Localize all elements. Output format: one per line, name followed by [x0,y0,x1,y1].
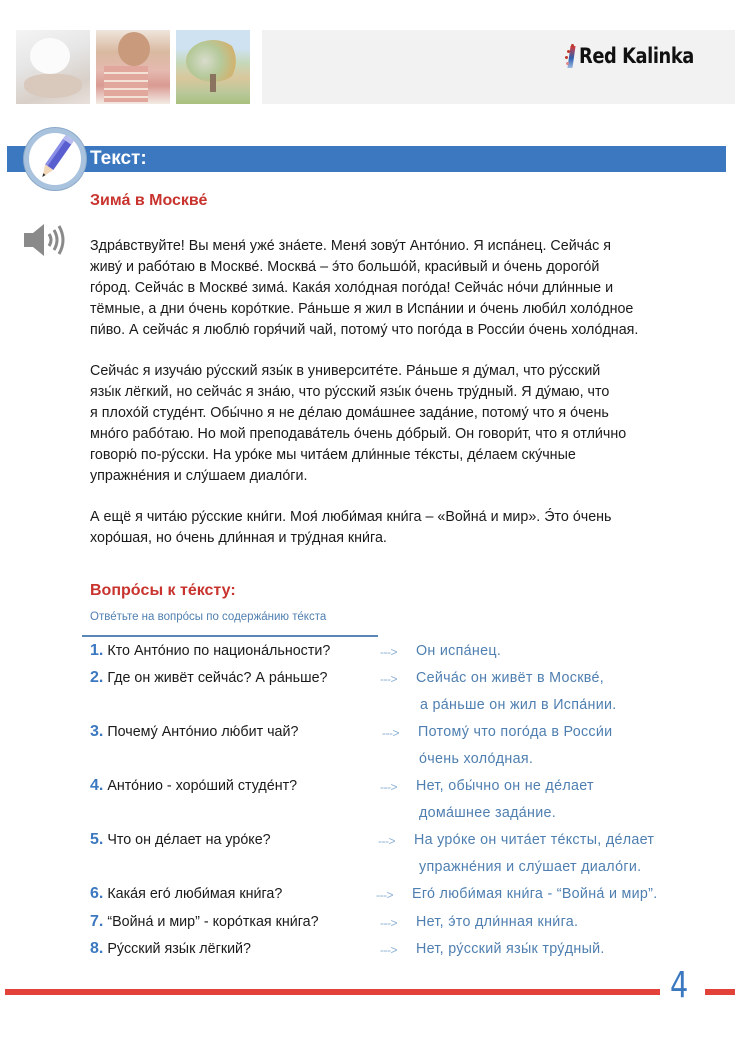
question-number: 1. [90,642,104,659]
answer-text: Нет, обы́чно он не де́лает [416,778,594,794]
text-line: А ещё я чита́ю ру́сские кни́ги. Моя́ люби́мая кни́га – «Война́ и мир». Э́то о́чень [90,509,612,525]
text-paragraph-2 [90,361,710,487]
pencil-icon [24,128,86,190]
arrow-icon: ---> [376,888,393,902]
text-line: язы́к лёгкий, но сейча́с я зна́ю, что ру́сский язы́к о́чень тру́дный. Я ду́маю, что [90,384,610,400]
answer-text: а ра́ньше он жил в Испа́нии. [420,697,617,713]
answer-text: Сейча́с он живёт в Москве́, [416,670,605,686]
flower-in-hands-image [16,30,90,104]
answer-text: о́чень холо́дная. [419,751,534,767]
question-number: 6. [90,885,104,902]
question-text: Анто́нио - хоро́ший студе́нт? [107,778,298,794]
question-number: 4. [90,777,104,794]
questions-heading: Вопро́сы к те́ксту: [90,582,236,599]
page-number: 4 [670,965,689,1006]
question-item-7 [90,912,319,932]
text-line: я плохо́й студе́нт. Обы́чно я не де́лаю дома́шнее зада́ние, потому́ что я о́чень [90,405,609,421]
text-line: живу́ и рабо́таю в Москве́. Москва́ – э́то большо́й, краси́вый и о́чень дорого́й [90,259,600,275]
text-line: тёмные, а дни о́чень коро́ткие. Ра́ньше я жил в Испа́нии и о́чень люби́л холо́дное [90,301,634,317]
question-item-3 [90,722,298,742]
red-kalinka-logo[interactable] [565,41,714,71]
question-text: Ру́сский язы́к лёгкий? [107,941,251,957]
answer-text: дома́шнее зада́ние. [419,805,557,821]
logo-text: Red Kalinka [579,44,694,68]
arrow-icon: ---> [380,780,397,794]
question-item-2 [90,668,328,688]
arrow-icon: ---> [380,645,397,659]
question-item-5 [90,830,271,850]
text-line: пи́во. А сейча́с я люблю́ горя́чий чай, потому́ что пого́да в Росси́и о́чень холо́дная. [90,322,639,338]
answer-text: Его́ люби́мая кни́га - “Война́ и мир”. [412,886,658,902]
girl-with-books-image [96,30,170,104]
footer-rule-end [705,989,735,995]
answer-text: Нет, э́то дли́нная кни́га. [416,914,579,930]
question-number: 7. [90,913,104,930]
question-text: Кака́я его́ люби́мая кни́га? [107,886,283,902]
question-number: 2. [90,669,104,686]
question-item-8 [90,939,251,959]
question-number: 5. [90,831,104,848]
arrow-icon: ---> [380,672,397,686]
text-line: говорю́ по-ру́сски. На уро́ке мы чита́ем дли́нные те́ксты, де́лаем ску́чные [90,447,576,463]
question-text: Что он де́лает на уро́ке? [107,832,271,848]
text-paragraph-1 [90,236,710,341]
text-line: упражне́ния и слу́шаем диало́ги. [90,468,308,484]
question-text: “Война́ и мир” - коро́ткая кни́га? [107,914,319,930]
section-title: Текст: [90,148,147,169]
arrow-icon: ---> [378,834,395,848]
question-number: 3. [90,723,104,740]
text-line: Здра́вствуйте! Вы меня́ уже́ зна́ете. Меня́ зову́т Анто́нио. Я испа́нец. Сейча́с я [90,238,611,254]
text-title: Зима́ в Москве́ [90,192,208,209]
question-text: Где он живёт сейча́с? А ра́ньше? [107,670,328,686]
arrow-icon: ---> [380,916,397,930]
question-item-6 [90,884,282,904]
question-item-1 [90,641,330,661]
question-text: Почему́ Анто́нио лю́бит чай? [107,724,299,740]
arrow-icon: ---> [380,943,397,957]
divider [82,635,378,637]
answer-text: Потому́ что пого́да в Росси́и [418,724,613,740]
question-item-4 [90,776,297,796]
logo-flag-icon [565,44,577,68]
question-text: Кто Анто́нио по национа́льности? [107,643,331,659]
answer-text: Он испа́нец. [416,643,502,659]
text-line: го́род. Сейча́с в Москве́ зима́. Кака́я холо́дная пого́да! Сейча́с но́чи дли́нные и [90,280,614,296]
text-line: хоро́шая, но о́чень дли́нная и тру́дная кни́га. [90,530,387,546]
answer-text: На уро́ке он чита́ет те́ксты, де́лает [414,832,655,848]
answer-text: Нет, ру́сский язы́к тру́дный. [416,941,605,957]
text-line: мно́го рабо́таю. Но мой преподава́тель о́чень до́брый. Он говори́т, что я отли́чно [90,426,627,442]
arrow-icon: ---> [382,726,399,740]
footer-rule [5,989,660,995]
question-number: 8. [90,940,104,957]
text-paragraph-3 [90,507,710,549]
answer-text: упражне́ния и слу́шает диало́ги. [419,859,642,875]
speaker-icon[interactable] [24,222,72,258]
questions-instruction: Отве́тьте на вопро́сы по содержа́нию те́кста [90,611,327,623]
four-seasons-tree-image [176,30,250,104]
text-line: Сейча́с я изуча́ю ру́сский язы́к в университе́те. Ра́ньше я ду́мал, что ру́сский [90,363,601,379]
